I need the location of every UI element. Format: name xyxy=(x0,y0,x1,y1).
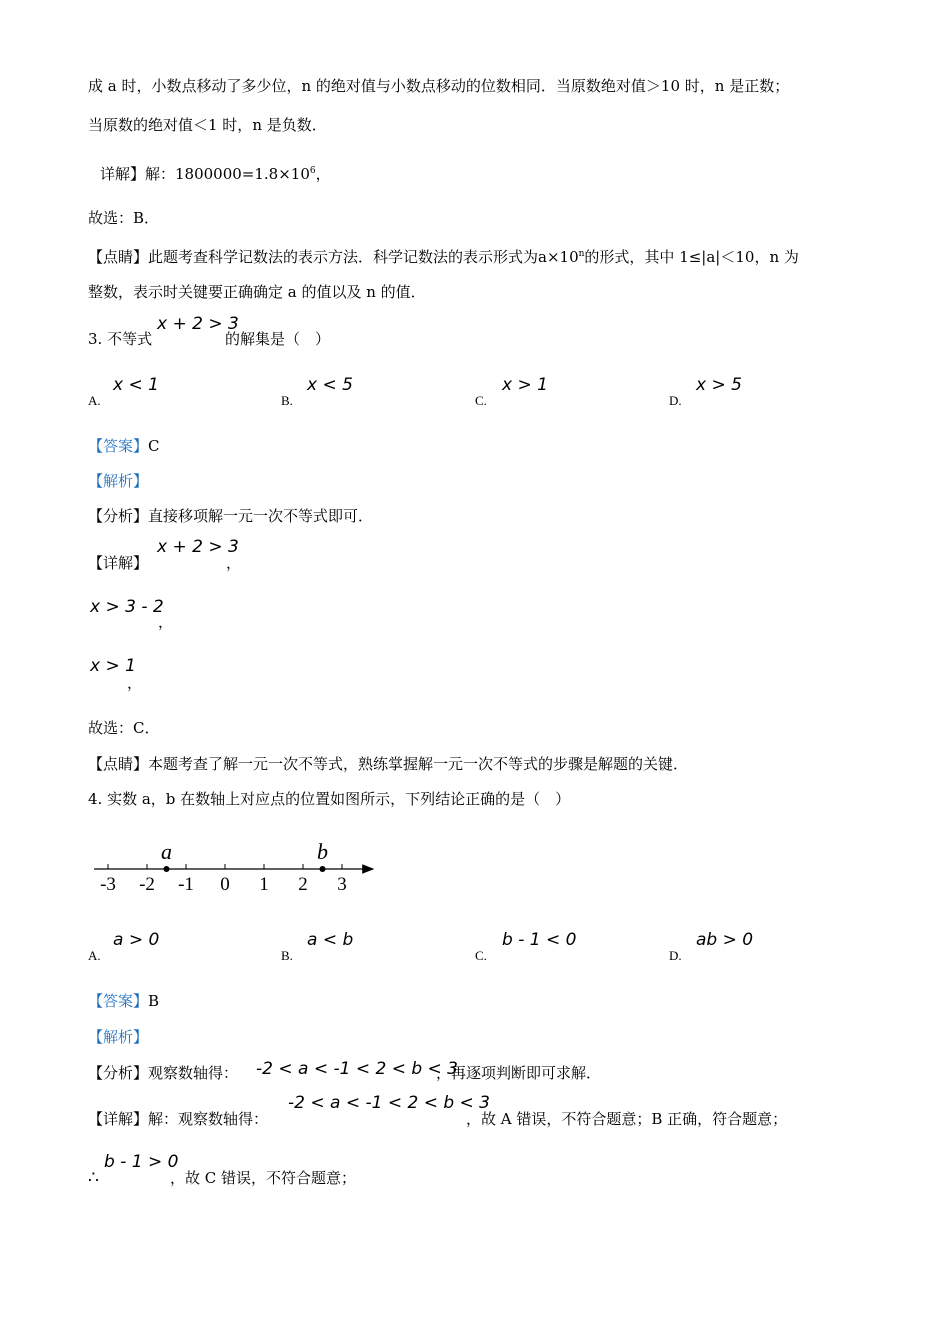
question-4-stem: 4. 实数 a，b 在数轴上对应点的位置如图所示，下列结论正确的是（ ） xyxy=(88,790,571,808)
therefore-line-end: ，故 C 错误，不符合题意； xyxy=(170,1169,357,1187)
option-c-letter: C. xyxy=(475,393,487,408)
tick-label: 2 xyxy=(298,874,308,895)
tip-line: 【点睛】此题考查科学记数法的表示方法．科学记数法的表示形式为$a\times 10^n$的形式，其中 1≤|a|＜10，n 为 xyxy=(88,248,799,266)
tip-line: 整数，表示时关键要正确确定 a 的值以及 n 的值． xyxy=(88,283,426,301)
option-a-letter: A. xyxy=(88,948,101,963)
detail-expr: x + 2 > 3 xyxy=(157,537,239,557)
option-c-letter: C. xyxy=(475,948,487,963)
number-line xyxy=(88,835,388,897)
tip-line: 【点睛】本题考查了解一元一次不等式，熟练掌握解一元一次不等式的步骤是解题的关键． xyxy=(88,755,689,773)
detail-tag: 【详解】 xyxy=(88,554,149,572)
tick-label: -2 xyxy=(139,874,155,895)
fenxi-line: 【分析】直接移项解一元一次不等式即可． xyxy=(88,507,374,525)
tick-label: -3 xyxy=(100,874,116,895)
comma: ， xyxy=(158,613,174,631)
detail-line: 详解】解：$1800000=1.8\times 10^6$， xyxy=(100,165,331,183)
tick-label: 3 xyxy=(337,874,347,895)
option-c-expr: b - 1 < 0 xyxy=(502,930,577,950)
answer-line: 【答案】B xyxy=(88,992,160,1010)
option-d-letter: D. xyxy=(669,393,682,408)
option-c-expr: x > 1 xyxy=(502,375,548,395)
detail-line: 【详解】解：观察数轴得： xyxy=(88,1110,269,1128)
point-label-b: b xyxy=(317,839,328,864)
tick-label: 1 xyxy=(259,874,269,895)
therefore-symbol: ∴ xyxy=(88,1168,99,1188)
text-line: 当原数的绝对值＜1 时，n 是负数． xyxy=(88,116,327,134)
detail-line-end: ，故 A 错误，不符合题意；B 正确，符合题意； xyxy=(466,1110,788,1128)
tick-label: -1 xyxy=(178,874,194,895)
option-d-expr: x > 5 xyxy=(696,375,742,395)
analysis-tag: 【解析】 xyxy=(88,1028,149,1046)
comma: ， xyxy=(127,674,143,692)
question-3-stem-end: 的解集是（ ） xyxy=(225,330,331,348)
detail-expr: -2 < a < -1 < 2 < b < 3 xyxy=(288,1093,490,1113)
option-a-expr: x < 1 xyxy=(113,375,159,395)
option-b-expr: a < b xyxy=(307,930,354,950)
option-b-letter: B. xyxy=(281,393,293,408)
point-a xyxy=(164,866,170,872)
fenxi-line: 【分析】观察数轴得： xyxy=(88,1064,239,1082)
option-b-expr: x < 5 xyxy=(307,375,353,395)
option-d-expr: ab > 0 xyxy=(696,930,754,950)
therefore-expr: b - 1 > 0 xyxy=(104,1152,179,1172)
step-2-expr: x > 1 xyxy=(90,656,136,676)
option-a-letter: A. xyxy=(88,393,101,408)
option-b-letter: B. xyxy=(281,948,293,963)
fenxi-line-end: ，再逐项判断即可求解． xyxy=(436,1064,602,1082)
question-3-stem: 3. 不等式 xyxy=(88,330,153,348)
q3-expression: x + 2 > 3 xyxy=(157,314,239,334)
step-1-expr: x > 3 - 2 xyxy=(90,597,164,617)
point-b xyxy=(320,866,326,872)
answer-line: 【答案】C xyxy=(88,437,160,455)
tick-label: 0 xyxy=(220,874,230,895)
analysis-tag: 【解析】 xyxy=(88,472,149,490)
choose-line: 故选：B． xyxy=(88,209,160,227)
text-line: 成 a 时，小数点移动了多少位，n 的绝对值与小数点移动的位数相同．当原数绝对值＞10 时，n 是正数； xyxy=(88,77,790,95)
option-a-expr: a > 0 xyxy=(113,930,160,950)
option-d-letter: D. xyxy=(669,948,682,963)
comma: ， xyxy=(226,554,242,572)
choose-line: 故选：C． xyxy=(88,719,160,737)
fenxi-expr: -2 < a < -1 < 2 < b < 3 xyxy=(256,1059,458,1079)
point-label-a: a xyxy=(161,839,172,864)
